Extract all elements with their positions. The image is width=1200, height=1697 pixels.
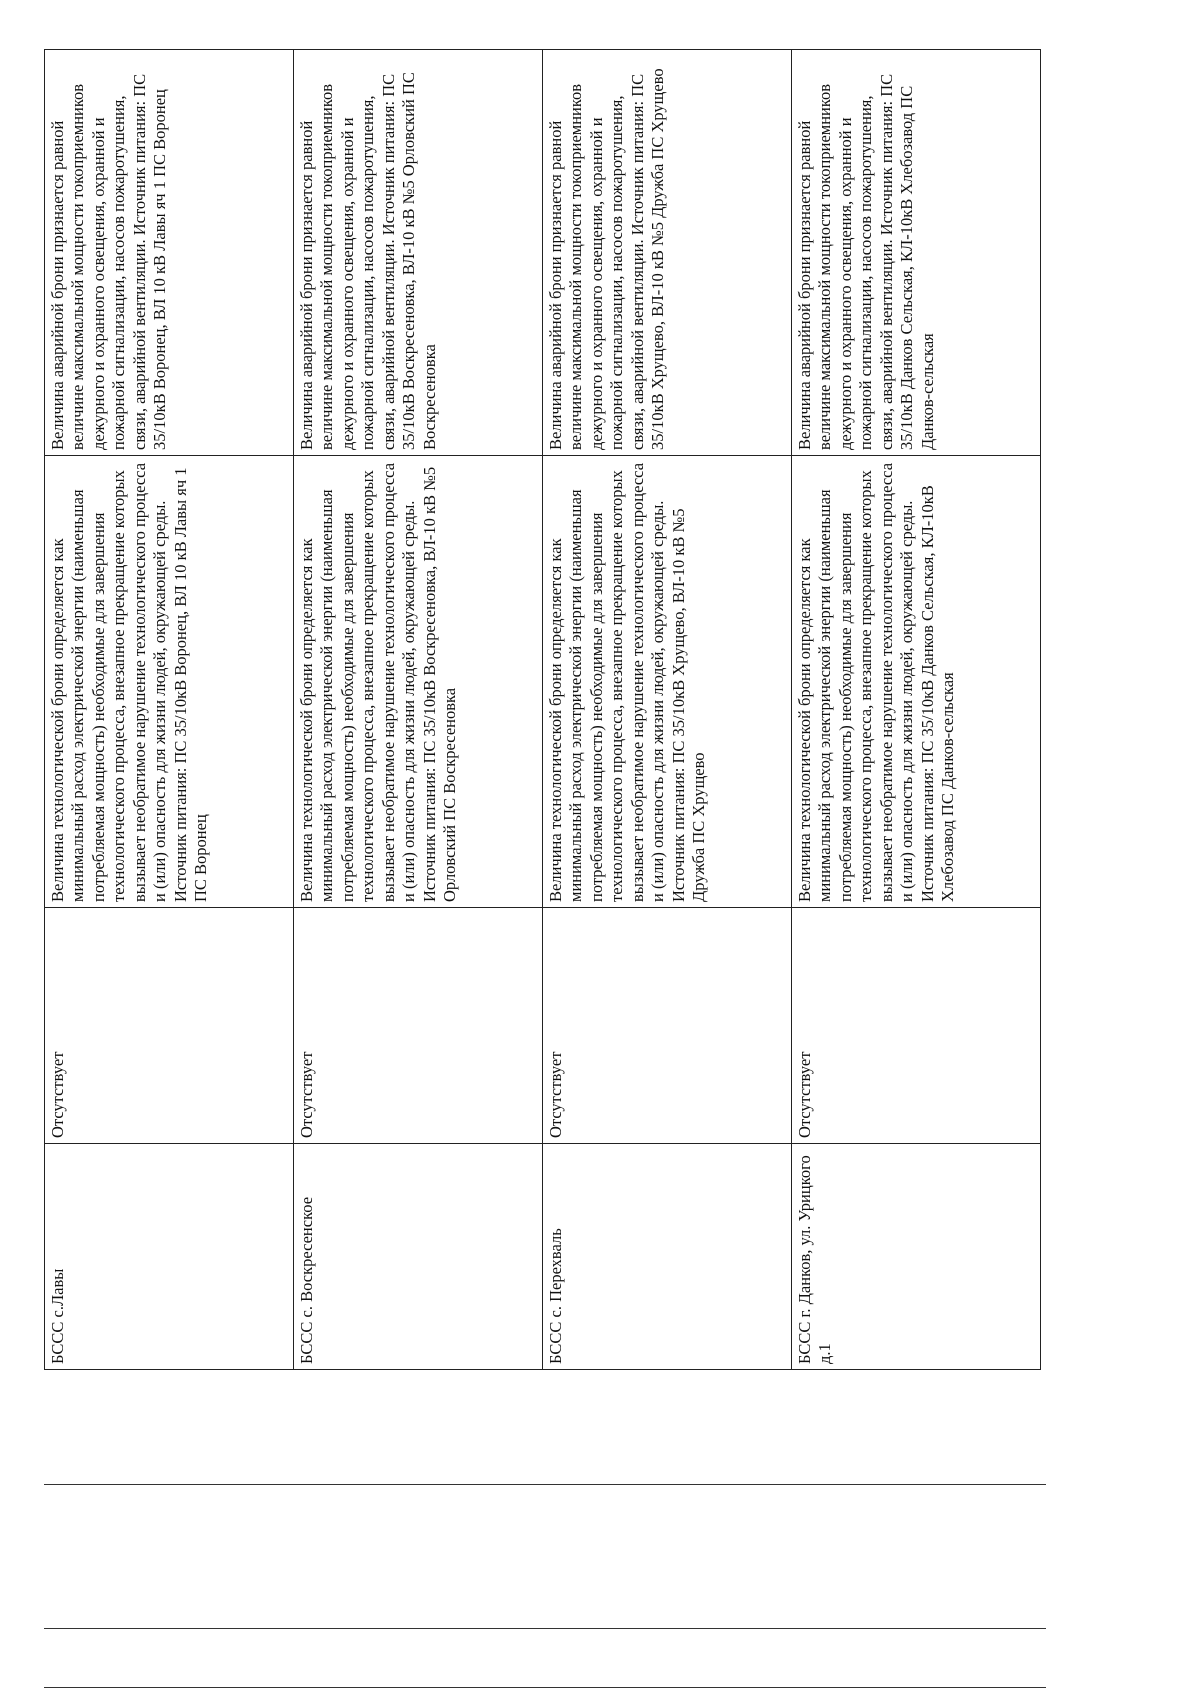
- table-row: [543, 50, 792, 1370]
- divider-line: [44, 1687, 1046, 1688]
- tech-reserve-cell: Величина технологической брони определяется как минимальный расход электрической энергии (наименьшая потребляемая мощность) необходимые для завершения технологического процесса, внезапное прекращение которых вызывает необратимое нарушение технологического процесса и (или) опасность для жизни людей, окружающей среды. Источник питания: ПС 35/10кВ Воскресеновка, ВЛ-10 кВ №5 Орловский ПС Воскресеновка: [294, 456, 543, 908]
- object-name-cell: БССС г. Данков, ул. Урицкого д.1: [792, 1144, 1041, 1370]
- status-cell: Отсутствует: [294, 908, 543, 1144]
- status-cell: Отсутствует: [792, 908, 1041, 1144]
- table-row: [45, 50, 294, 1370]
- table-row: [792, 50, 1041, 1370]
- divider-line: [44, 1484, 1046, 1485]
- object-name-cell: БССС с. Перехваль: [543, 1144, 792, 1370]
- reserve-table: [44, 49, 1041, 1370]
- emergency-reserve-cell: Величина аварийной брони признается равной величине максимальной мощности токоприемников дежурного и охранного освещения, охранной и пожарной сигнализации, насосов пожаротушения, связи, аварийной вентиляции. Источник питания: ПС 35/10кВ Воскресеновка, ВЛ-10 кВ №5 Орловский ПС Воскресеновка: [294, 50, 543, 456]
- rotated-table-container: [44, 50, 1040, 1370]
- emergency-reserve-cell: Величина аварийной брони признается равной величине максимальной мощности токоприемников дежурного и охранного освещения, охранной и пожарной сигнализации, насосов пожаротушения, связи, аварийной вентиляции. Источник питания: ПС 35/10кВ Воронец, ВЛ 10 кВ Лавы яч 1 ПС Воронец: [45, 50, 294, 456]
- tech-reserve-cell: Величина технологической брони определяется как минимальный расход электрической энергии (наименьшая потребляемая мощность) необходимые для завершения технологического процесса, внезапное прекращение которых вызывает необратимое нарушение технологического процесса и (или) опасность для жизни людей, окружающей среды. Источник питания: ПС 35/10кВ Воронец, ВЛ 10 кВ Лавы яч 1 ПС Воронец: [45, 456, 294, 908]
- tech-reserve-cell: Величина технологической брони определяется как минимальный расход электрической энергии (наименьшая потребляемая мощность) необходимые для завершения технологического процесса, внезапное прекращение которых вызывает необратимое нарушение технологического процесса и (или) опасность для жизни людей, окружающей среды. Источник питания: ПС 35/10кВ Хрущево, ВЛ-10 кВ №5 Дружба ПС Хрущево: [543, 456, 792, 908]
- status-cell: Отсутствует: [45, 908, 294, 1144]
- status-cell: Отсутствует: [543, 908, 792, 1144]
- object-name-cell: БССС с. Воскресенское: [294, 1144, 543, 1370]
- emergency-reserve-cell: Величина аварийной брони признается равной величине максимальной мощности токоприемников дежурного и охранного освещения, охранной и пожарной сигнализации, насосов пожаротушения, связи, аварийной вентиляции. Источник питания: ПС 35/10кВ Хрущево, ВЛ-10 кВ №5 Дружба ПС Хрущево: [543, 50, 792, 456]
- table-row: [294, 50, 543, 1370]
- emergency-reserve-cell: Величина аварийной брони признается равной величине максимальной мощности токоприемников дежурного и охранного освещения, охранной и пожарной сигнализации, насосов пожаротушения, связи, аварийной вентиляции. Источник питания: ПС 35/10кВ Данков Сельская, КЛ-10кВ Хлебозавод ПС Данков-сельская: [792, 50, 1041, 456]
- tech-reserve-cell: Величина технологической брони определяется как минимальный расход электрической энергии (наименьшая потребляемая мощность) необходимые для завершения технологического процесса, внезапное прекращение которых вызывает необратимое нарушение технологического процесса и (или) опасность для жизни людей, окружающей среды. Источник питания: ПС 35/10кВ Данков Сельская, КЛ-10кВ Хлебозавод ПС Данков-сельская: [792, 456, 1041, 908]
- object-name-cell: БССС с.Лавы: [45, 1144, 294, 1370]
- divider-line: [44, 1628, 1046, 1629]
